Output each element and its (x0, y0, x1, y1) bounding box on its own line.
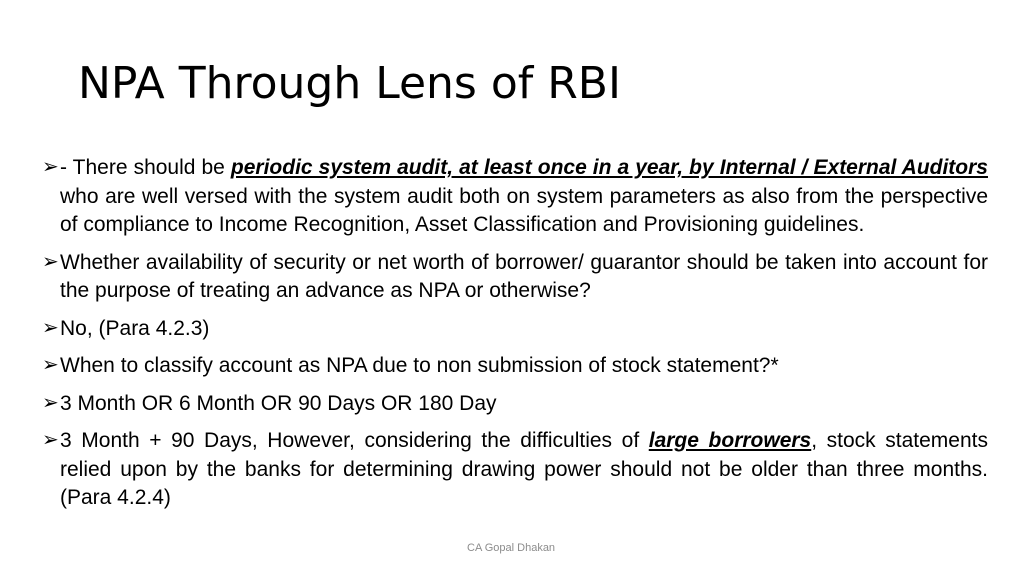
bullet-text: Whether availability of security or net worth of borrower/ guarantor should be taken into account for the purpose of treating an advance as NPA or otherwise? (60, 250, 988, 302)
arrow-bullet-icon: ➢ (42, 156, 59, 178)
bullet-item-security-answer (42, 315, 988, 344)
bullet-text: When to classify account as NPA due to non submission of stock statement?* (60, 354, 779, 377)
bullet-item-stock-answer (42, 427, 988, 513)
bullet-text: 3 Month OR 6 Month OR 90 Days OR 180 Day (60, 391, 497, 415)
bullet-emphasis: periodic system audit, at least once in a year, by Internal / External Auditors (230, 156, 988, 179)
bullet-item-stock-options (42, 390, 988, 419)
slide-title: NPA Through Lens of RBI (78, 58, 621, 109)
bullet-text: , stock statements relied upon by the banks for determining drawing power should not be older than three months. (Para 4.2.4) (60, 429, 988, 509)
bullet-item-security-question (42, 249, 988, 306)
footer-author: CA Gopal Dhakan (467, 542, 556, 554)
arrow-bullet-icon: ➢ (42, 391, 59, 414)
bullet-emphasis: large borrowers (648, 429, 812, 452)
bullet-item-stock-question (42, 352, 988, 381)
arrow-bullet-icon: ➢ (42, 354, 59, 376)
bullet-text: - There should be (60, 156, 231, 179)
arrow-bullet-icon: ➢ (42, 316, 59, 339)
bullet-text: who are well versed with the system audit both on system parameters as also from the perspective of compliance to Income Recognition, Asset Classification and Provisioning guidelines. (60, 184, 988, 236)
arrow-bullet-icon: ➢ (42, 250, 59, 273)
bullet-text: No, (Para 4.2.3) (60, 316, 210, 340)
bullet-text: 3 Month + 90 Days, However, considering the difficulties of (60, 429, 649, 452)
arrow-bullet-icon: ➢ (42, 429, 59, 451)
bullet-list (42, 154, 988, 522)
bullet-item-system-audit (42, 154, 988, 240)
